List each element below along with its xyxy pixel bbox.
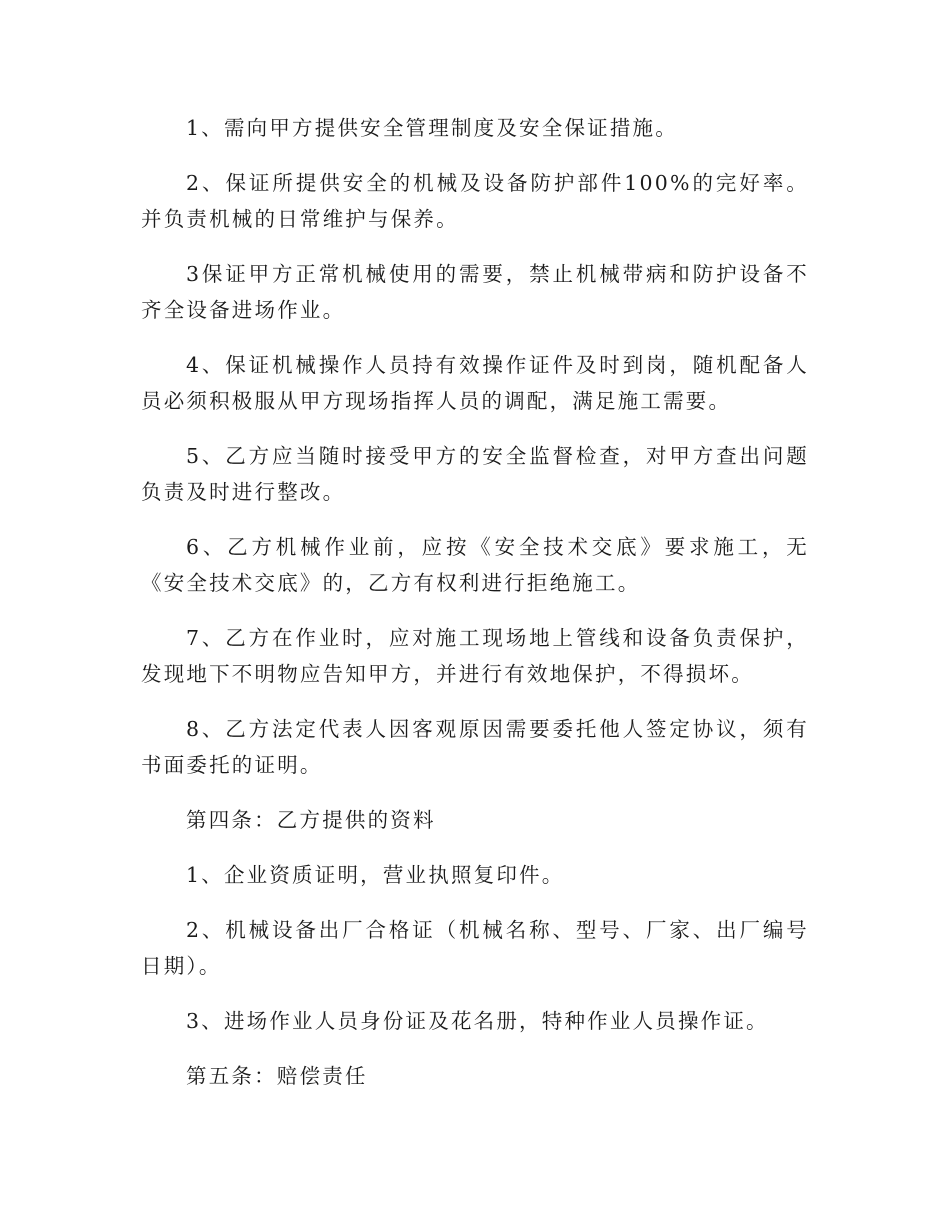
paragraph-9: 1、企业资质证明，营业执照复印件。 [186,863,565,887]
paragraph-11: 3、进场作业人员身份证及花名册，特种作业人员操作证。 [186,1009,769,1033]
paragraph-8: 8、乙方法定代表人因客观原因需要委托他人签定协议，须有书面委托的证明。 [141,717,809,777]
section-heading-article-5: 第五条：赔偿责任 [186,1064,368,1088]
paragraph-6: 6、乙方机械作业前，应按《安全技术交底》要求施工，无《安全技术交底》的，乙方有权利进行拒绝施工。 [141,535,809,595]
paragraph-7: 7、乙方在作业时，应对施工现场地上管线和设备负责保护，发现地下不明物应告知甲方，并进行有效地保护，不得损坏。 [141,626,809,686]
document-body [141,110,809,1113]
paragraph-5: 5、乙方应当随时接受甲方的安全监督检查，对甲方查出问题负责及时进行整改。 [141,444,809,504]
paragraph-2: 2、保证所提供安全的机械及设备防护部件100%的完好率。并负责机械的日常维护与保养。 [141,171,809,231]
paragraph-4: 4、保证机械操作人员持有效操作证件及时到岗，随机配备人员必须积极服从甲方现场指挥人员的调配，满足施工需要。 [141,353,809,413]
section-heading-article-4: 第四条：乙方提供的资料 [186,808,436,832]
paragraph-3: 3保证甲方正常机械使用的需要，禁止机械带病和防护设备不齐全设备进场作业。 [141,262,809,322]
paragraph-1: 1、需向甲方提供安全管理制度及安全保证措施。 [186,116,678,140]
paragraph-10: 2、机械设备出厂合格证（机械名称、型号、厂家、出厂编号日期）。 [141,918,809,978]
